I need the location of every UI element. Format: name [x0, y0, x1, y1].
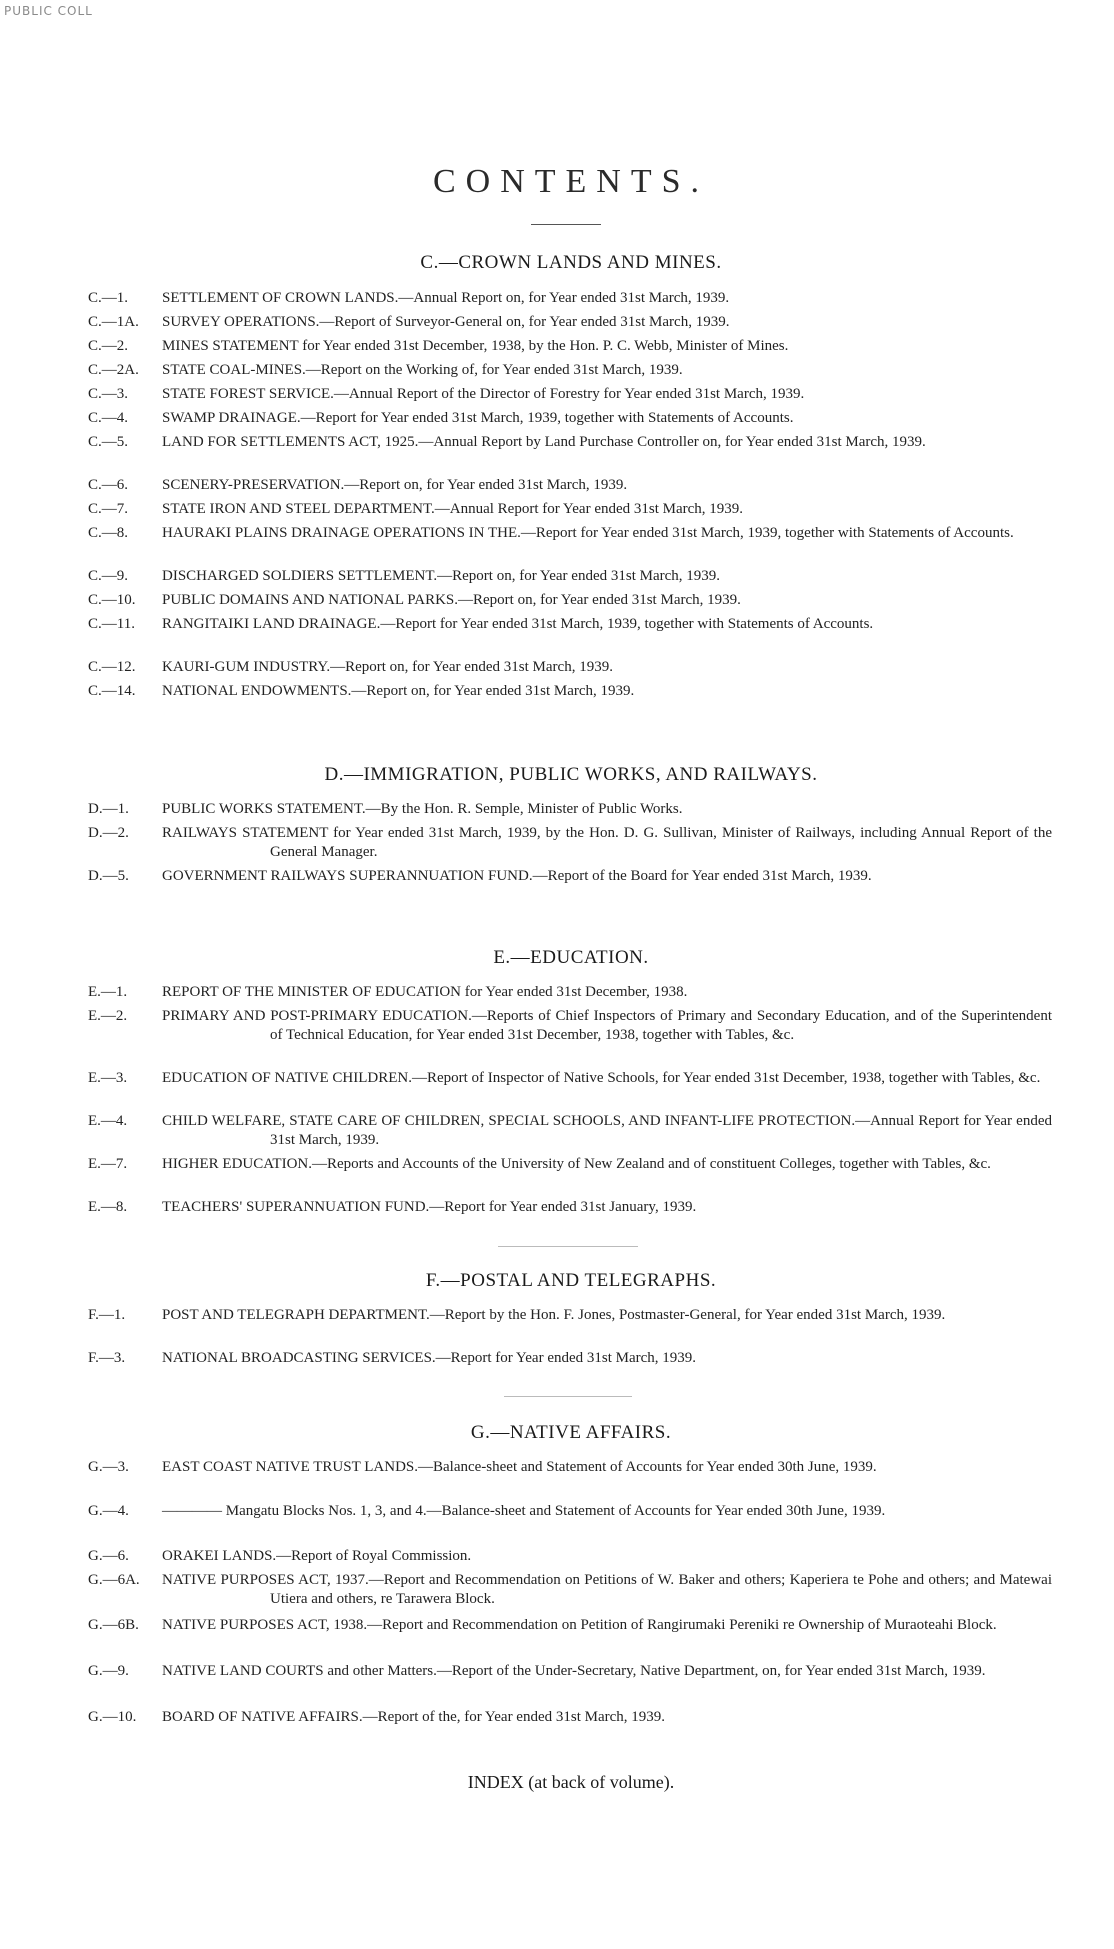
entry-text: CHILD WELFARE, STATE CARE OF CHILDREN, SPECIAL SCHOOLS, AND INFANT-LIFE PROTECTION.—Annual Report for Year ended 31st March, 1939.	[162, 1113, 1052, 1148]
page-title: CONTENTS.	[432, 163, 710, 200]
entry-code: C.—2.	[88, 338, 129, 354]
entry-code: C.—4.	[88, 410, 129, 426]
section-divider	[498, 1246, 638, 1247]
entry-text: NATIONAL BROADCASTING SERVICES.—Report for Year ended 31st March, 1939.	[162, 1350, 697, 1366]
entry-text: HIGHER EDUCATION.—Reports and Accounts of the University of New Zealand and of constituent Colleges, together with Tables, &c.	[162, 1156, 991, 1172]
entry-code: G.—6B.	[88, 1617, 139, 1633]
entry-code: E.—1.	[88, 984, 128, 1000]
entry-text: POST AND TELEGRAPH DEPARTMENT.—Report by the Hon. F. Jones, Postmaster-General, for Year ended 31st March, 1939.	[162, 1307, 946, 1323]
entry-code: C.—10.	[88, 592, 136, 608]
entry-text: LAND FOR SETTLEMENTS ACT, 1925.—Annual Report by Land Purchase Controller on, for Year ended 31st March, 1939.	[162, 434, 926, 450]
entry-text: SWAMP DRAINAGE.—Report for Year ended 31st March, 1939, together with Statements of Accounts.	[162, 410, 794, 426]
entry-text: PUBLIC DOMAINS AND NATIONAL PARKS.—Report on, for Year ended 31st March, 1939.	[162, 592, 741, 608]
entry-text: KAURI-GUM INDUSTRY.—Report on, for Year ended 31st March, 1939.	[162, 659, 613, 675]
entry-text: EDUCATION OF NATIVE CHILDREN.—Report of Inspector of Native Schools, for Year ended 31st December, 1938, together with Tables, &c.	[162, 1070, 1041, 1086]
entry-code: G.—9.	[88, 1663, 129, 1679]
entry-text: PRIMARY AND POST-PRIMARY EDUCATION.—Reports of Chief Inspectors of Primary and Secondary Education, and of the Superintendent of Technical Education, for Year ended 31st December, 1938, together with Tables, &c.	[162, 1008, 1052, 1043]
entry-code: C.—6.	[88, 477, 129, 493]
entry-code: C.—7.	[88, 501, 129, 517]
entry-code: C.—2A.	[88, 362, 139, 378]
entry-text: NATIVE PURPOSES ACT, 1937.—Report and Recommendation on Petitions of W. Baker and others; Kaperiera te Pohe and others; and Matewai Utiera and others, re Tarawera Block.	[162, 1572, 1052, 1607]
entry-text: NATIONAL ENDOWMENTS.—Report on, for Year ended 31st March, 1939.	[162, 683, 635, 699]
entry-code: C.—8.	[88, 525, 129, 541]
entry-code: G.—6A.	[88, 1572, 140, 1588]
entry-text: NATIVE PURPOSES ACT, 1938.—Report and Recommendation on Petition of Rangirumaki Pereniki re Ownership of Muraoteahi Block.	[162, 1617, 997, 1633]
entry-code: C.—3.	[88, 386, 129, 402]
entry-code: C.—9.	[88, 568, 129, 584]
entry-code: G.—3.	[88, 1459, 129, 1475]
entry-code: C.—1.	[88, 290, 129, 306]
entry-code: G.—10.	[88, 1709, 137, 1725]
entry-text: ———— Mangatu Blocks Nos. 1, 3, and 4.—Balance-sheet and Statement of Accounts for Year ended 30th June, 1939.	[162, 1503, 886, 1519]
entry-code: D.—2.	[88, 825, 129, 841]
section-heading-d: D.—IMMIGRATION, PUBLIC WORKS, AND RAILWAYS.	[324, 764, 818, 785]
section-heading-c: C.—CROWN LANDS AND MINES.	[420, 252, 722, 273]
entry-code: F.—3.	[88, 1350, 126, 1366]
entry-code: C.—1A.	[88, 314, 139, 330]
entry-text: BOARD OF NATIVE AFFAIRS.—Report of the, for Year ended 31st March, 1939.	[162, 1709, 666, 1725]
entry-text: SCENERY-PRESERVATION.—Report on, for Year ended 31st March, 1939.	[162, 477, 628, 493]
entry-text: STATE IRON AND STEEL DEPARTMENT.—Annual Report for Year ended 31st March, 1939.	[162, 501, 744, 517]
entry-code: D.—1.	[88, 801, 129, 817]
entry-text: RANGITAIKI LAND DRAINAGE.—Report for Year ended 31st March, 1939, together with Statements of Accounts.	[162, 616, 874, 632]
entry-text: RAILWAYS STATEMENT for Year ended 31st March, 1939, by the Hon. D. G. Sullivan, Minister of Railways, including Annual Report of the General Manager.	[162, 825, 1052, 860]
entry-text: SURVEY OPERATIONS.—Report of Surveyor-General on, for Year ended 31st March, 1939.	[162, 314, 730, 330]
entry-text: SETTLEMENT OF CROWN LANDS.—Annual Report on, for Year ended 31st March, 1939.	[162, 290, 730, 306]
entry-text: EAST COAST NATIVE TRUST LANDS.—Balance-sheet and Statement of Accounts for Year ended 30th June, 1939.	[162, 1459, 877, 1475]
entry-code: E.—8.	[88, 1199, 128, 1215]
entry-code: E.—4.	[88, 1113, 128, 1129]
section-heading-g: G.—NATIVE AFFAIRS.	[470, 1422, 672, 1443]
entry-code: E.—7.	[88, 1156, 128, 1172]
entry-text: GOVERNMENT RAILWAYS SUPERANNUATION FUND.—Report of the Board for Year ended 31st March, 1939.	[162, 868, 872, 884]
entry-code: G.—6.	[88, 1548, 129, 1564]
entry-code: G.—4.	[88, 1503, 129, 1519]
entry-text: STATE COAL-MINES.—Report on the Working of, for Year ended 31st March, 1939.	[162, 362, 683, 378]
entry-code: F.—1.	[88, 1307, 126, 1323]
entry-text: HAURAKI PLAINS DRAINAGE OPERATIONS IN THE.—Report for Year ended 31st March, 1939, together with Statements of Accounts.	[162, 525, 1014, 541]
entry-text: DISCHARGED SOLDIERS SETTLEMENT.—Report on, for Year ended 31st March, 1939.	[162, 568, 721, 584]
entry-code: D.—5.	[88, 868, 129, 884]
section-heading-e: E.—EDUCATION.	[493, 947, 649, 968]
entry-code: C.—14.	[88, 683, 136, 699]
library-stamp: PUBLIC COLL	[4, 4, 93, 18]
entry-text: TEACHERS' SUPERANNUATION FUND.—Report for Year ended 31st January, 1939.	[162, 1199, 697, 1215]
section-divider	[504, 1396, 632, 1397]
entry-text: STATE FOREST SERVICE.—Annual Report of the Director of Forestry for Year ended 31st March, 1939.	[162, 386, 805, 402]
entry-text: ORAKEI LANDS.—Report of Royal Commission.	[162, 1548, 472, 1564]
entry-code: C.—5.	[88, 434, 129, 450]
entry-text: NATIVE LAND COURTS and other Matters.—Report of the Under-Secretary, Native Department, on, for Year ended 31st March, 1939.	[162, 1663, 986, 1679]
entry-code: E.—3.	[88, 1070, 128, 1086]
entry-text: MINES STATEMENT for Year ended 31st December, 1938, by the Hon. P. C. Webb, Minister of Mines.	[162, 338, 789, 354]
entry-text: PUBLIC WORKS STATEMENT.—By the Hon. R. Semple, Minister of Public Works.	[162, 801, 683, 817]
index-note: INDEX (at back of volume).	[467, 1772, 675, 1792]
section-heading-f: F.—POSTAL AND TELEGRAPHS.	[425, 1270, 717, 1291]
entry-code: E.—2.	[88, 1008, 128, 1024]
entry-text: REPORT OF THE MINISTER OF EDUCATION for Year ended 31st December, 1938.	[162, 984, 688, 1000]
entry-code: C.—12.	[88, 659, 136, 675]
entry-code: C.—11.	[88, 616, 135, 632]
title-divider	[531, 224, 601, 225]
